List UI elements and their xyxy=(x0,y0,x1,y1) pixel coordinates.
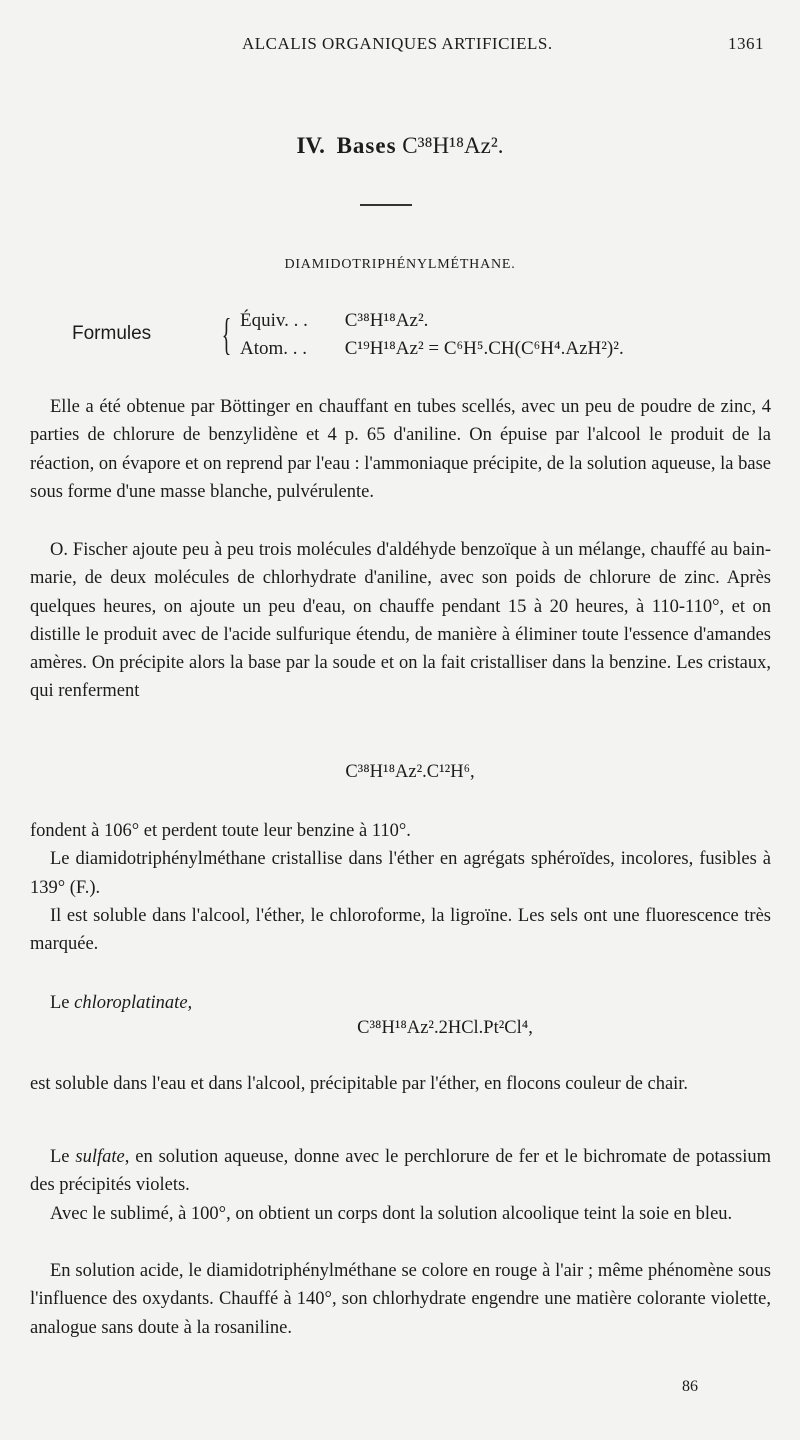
running-title: ALCALIS ORGANIQUES ARTIFICIELS. xyxy=(242,34,553,53)
paragraph-text: En solution acide, le diamidotriphénylméthane se colore en rouge à l'air ; même phénomène sous l'influence des oxydants. Chauffé à 140°, son chlorhydrate engendre une matière colorante violette, analogue sans doute à la rosaniline. xyxy=(30,1261,771,1338)
paragraph-text: O. Fischer ajoute peu à peu trois molécules d'aldéhyde benzoïque à un mélange, chauffé au bain-marie, de deux molécules de chlorhydrate d'aniline, avec son poids de chlorure de zinc. Après quelques heures, on ajoute un peu d'eau, on chauffe pendant 15 à 20 heures, à 110-110°, et on distille le produit avec de l'acide sulfurique étendu, de manière à éliminer toute l'essence d'amandes amères. On précipite alors la base par la soude et on la fait cristalliser dans la benzine. Les cristaux, qui renferment xyxy=(30,540,771,702)
paragraph-text: Le diamidotriphénylméthane cristallise dans l'éther en agrégats sphéroïdes, incolores, fusibles à 139° (F.). xyxy=(30,849,771,898)
paragraph-sulfate xyxy=(30,1143,771,1200)
section-number: IV. xyxy=(296,133,325,158)
signature-number: 86 xyxy=(682,1378,698,1395)
paragraph-chloroplatinate xyxy=(30,989,771,1017)
emphasis-chloroplatinate: chloroplatinate, xyxy=(74,993,193,1013)
paragraph-8 xyxy=(30,1257,771,1342)
compound-name: DIAMIDOTRIPHÉNYLMÉTHANE. xyxy=(284,257,516,272)
paragraph-2 xyxy=(30,536,771,706)
paragraph-text: Avec le sublimé, à 100°, on obtient un corps dont la solution alcoolique teint la soie en bleu. xyxy=(50,1204,733,1224)
formula-block xyxy=(0,310,800,370)
formula-row-equiv xyxy=(240,310,428,332)
paragraph-text: est soluble dans l'eau et dans l'alcool, précipitable par l'éther, en flocons couleur de chair. xyxy=(30,1074,689,1094)
paragraph-7 xyxy=(30,1200,771,1228)
formula-benzine-adduct: C³⁸H¹⁸Az².C¹²H⁶, xyxy=(345,762,475,782)
formula-chloroplatinate: C³⁸H¹⁸Az².2HCl.Pt²Cl⁴, xyxy=(357,1018,533,1038)
text-prefix: Le xyxy=(50,1147,76,1167)
section-heading xyxy=(0,133,800,159)
paragraph-text xyxy=(30,1143,771,1200)
text-rest: , en solution aqueuse, donne avec le perchlorure de fer et le bichromate de potassium des précipités violets. xyxy=(30,1147,771,1196)
formula-row-atom xyxy=(240,338,624,360)
brace-glyph: { xyxy=(221,310,232,359)
formula-label: Formules xyxy=(72,323,152,344)
paragraph-text: Il est soluble dans l'alcool, l'éther, le chloroforme, la ligroïne. Les sels ont une fluorescence très marquée. xyxy=(30,905,771,955)
atom-value: C¹⁹H¹⁸Az² = C⁶H⁵.CH(C⁶H⁴.AzH²)². xyxy=(344,338,624,359)
text-prefix: Le xyxy=(50,993,75,1013)
paragraph-text: fondent à 106° et perdent toute leur benzine à 110°. xyxy=(30,821,411,841)
page-number: 1361 xyxy=(728,34,764,53)
separator-rule xyxy=(360,204,412,206)
equiv-value: C³⁸H¹⁸Az². xyxy=(344,310,429,331)
section-name: Bases xyxy=(336,133,397,158)
paragraph-text xyxy=(30,989,771,1017)
section-formula: C³⁸H¹⁸Az². xyxy=(402,133,504,158)
paragraph-1 xyxy=(30,393,771,506)
paragraph-5 xyxy=(30,1070,771,1098)
emphasis-sulfate: sulfate xyxy=(75,1147,125,1167)
paragraph-text: Elle a été obtenue par Böttinger en chauffant en tubes scellés, avec un peu de poudre de zinc, 4 parties de chlorure de benzylidène et 4 p. 65 d'aniline. On épuise par l'alcool le produit de la réaction, on évapore et on reprend par l'eau : l'ammoniaque précipite, de la solution aqueuse, la base sous forme d'une masse blanche, pulvérulente. xyxy=(30,397,771,502)
equiv-key: Équiv. . . xyxy=(240,310,308,331)
running-head xyxy=(0,34,800,58)
paragraph-3 xyxy=(30,817,771,958)
atom-key: Atom. . . xyxy=(240,338,308,359)
